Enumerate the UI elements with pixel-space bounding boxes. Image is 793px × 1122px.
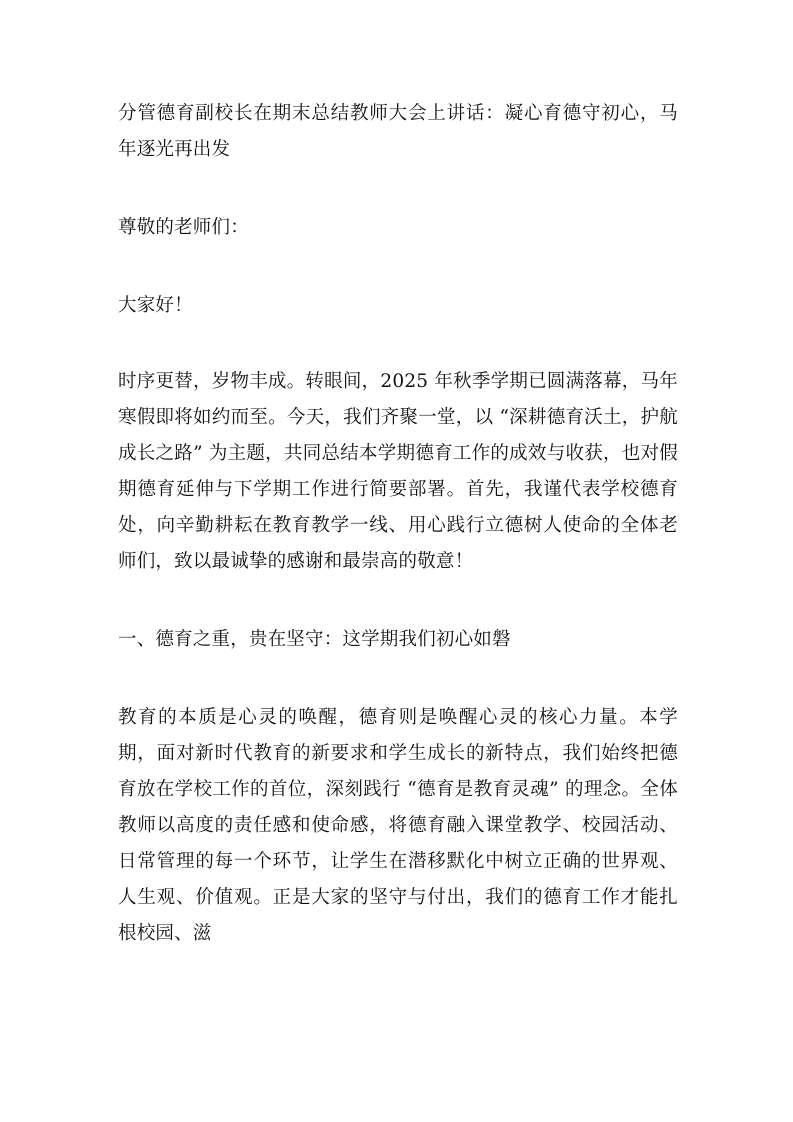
section-heading-1: 一、德育之重，贵在坚守：这学期我们初心如磐 <box>118 629 511 650</box>
document-title: 分管德育副校长在期末总结教师大会上讲话：凝心育德守初心，马年逐光再出发 <box>118 103 678 160</box>
greeting: 大家好！ <box>118 295 193 316</box>
paragraph-section-1: 教育的本质是心灵的唤醒，德育则是唤醒心灵的核心力量。本学期，面对新时代教育的新要求和学生成长的新特点，我们始终把德育放在学校工作的首位，深刻践行 “德育是教育灵魂” 的理念。全体教师以高度的责任感和使命感，将德育融入课堂教学、校园活动、日常管理的每一个环节，让学生在潜移默化中树立正确的世界观、人生观、价值观。正是大家的坚守与付出，我们的德育工作才能扎根校园、滋 <box>118 707 678 944</box>
paragraph-intro: 时序更替，岁物丰成。转眼间，2025 年秋季学期已圆满落幕，马年寒假即将如约而至。今天，我们齐聚一堂，以 “深耕德育沃土，护航成长之路” 为主题，共同总结本学期德育工作的成效与收获，也对假期德育延伸与下学期工作进行简要部署。首先，我谨代表学校德育处，向辛勤耕耘在教育教学一线、用心践行立德树人使命的全体老师们，致以最诚挚的感谢和最崇高的敬意！ <box>118 371 678 572</box>
salutation: 尊敬的老师们： <box>118 217 249 238</box>
document-body <box>118 96 678 952</box>
